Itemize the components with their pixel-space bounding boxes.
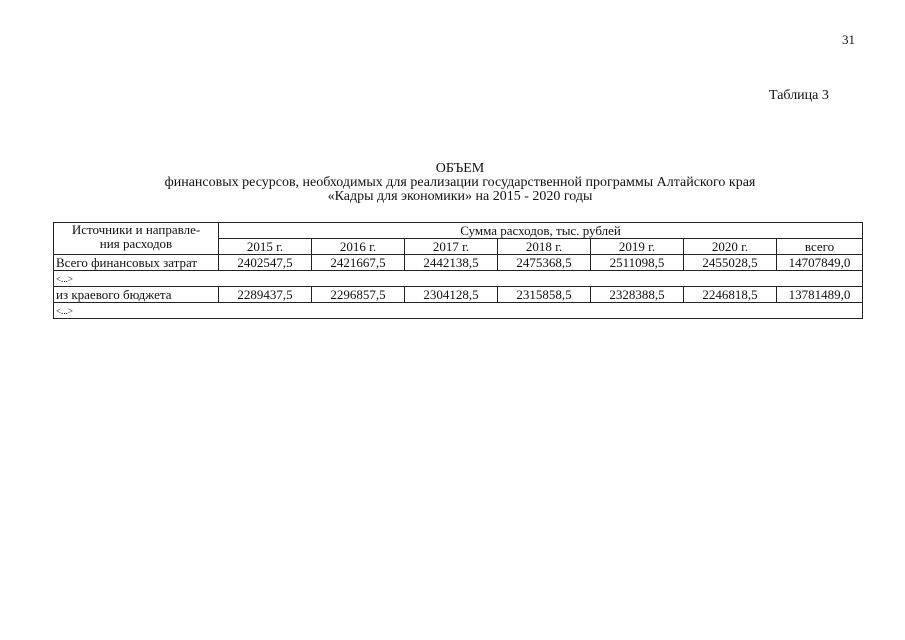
- header-sum-cell: Сумма расходов, тыс. рублей: [219, 223, 863, 239]
- header-source-cell: [54, 223, 219, 255]
- ellipsis-row: [54, 271, 863, 287]
- ellipsis-cell: <...>: [54, 303, 863, 319]
- table-cell: 2246818,5: [684, 287, 777, 303]
- header-row-1: [54, 223, 863, 239]
- table-cell: 2442138,5: [405, 255, 498, 271]
- table-cell: 2304128,5: [405, 287, 498, 303]
- table-cell: 2475368,5: [498, 255, 591, 271]
- row-label: из краевого бюджета: [54, 287, 219, 303]
- title-subtitle: финансовых ресурсов, необходимых для реализации государственной программы Алтайского края: [164, 175, 756, 190]
- financing-table: [53, 222, 863, 319]
- ellipsis-row: [54, 303, 863, 319]
- table-cell: 2421667,5: [312, 255, 405, 271]
- header-year: 2018 г.: [498, 239, 591, 255]
- header-total: всего: [777, 239, 863, 255]
- table-cell: 2328388,5: [591, 287, 684, 303]
- table-row: [54, 287, 863, 303]
- title-program: «Кадры для экономики» на 2015 - 2020 годы: [327, 189, 593, 204]
- header-source-line2: ния расходов: [99, 236, 173, 251]
- title-block: [60, 162, 860, 204]
- table-row: [54, 255, 863, 271]
- table-cell: 2455028,5: [684, 255, 777, 271]
- table-cell: 2289437,5: [219, 287, 312, 303]
- header-source-line1: Источники и направле-: [71, 222, 201, 237]
- table-cell: 2402547,5: [219, 255, 312, 271]
- table-cell-total: 13781489,0: [777, 287, 863, 303]
- table-cell: 2315858,5: [498, 287, 591, 303]
- title-heading: ОБЪЕМ: [435, 161, 485, 176]
- ellipsis-cell: <...>: [54, 271, 863, 287]
- header-year: 2020 г.: [684, 239, 777, 255]
- header-year: 2017 г.: [405, 239, 498, 255]
- header-year: 2019 г.: [591, 239, 684, 255]
- table-cell: 2296857,5: [312, 287, 405, 303]
- page-number: 31: [842, 32, 855, 47]
- table-cell: 2511098,5: [591, 255, 684, 271]
- table-cell-total: 14707849,0: [777, 255, 863, 271]
- header-year: 2016 г.: [312, 239, 405, 255]
- table-label: Таблица 3: [769, 88, 829, 103]
- header-year: 2015 г.: [219, 239, 312, 255]
- row-label: Всего финансовых затрат: [54, 255, 219, 271]
